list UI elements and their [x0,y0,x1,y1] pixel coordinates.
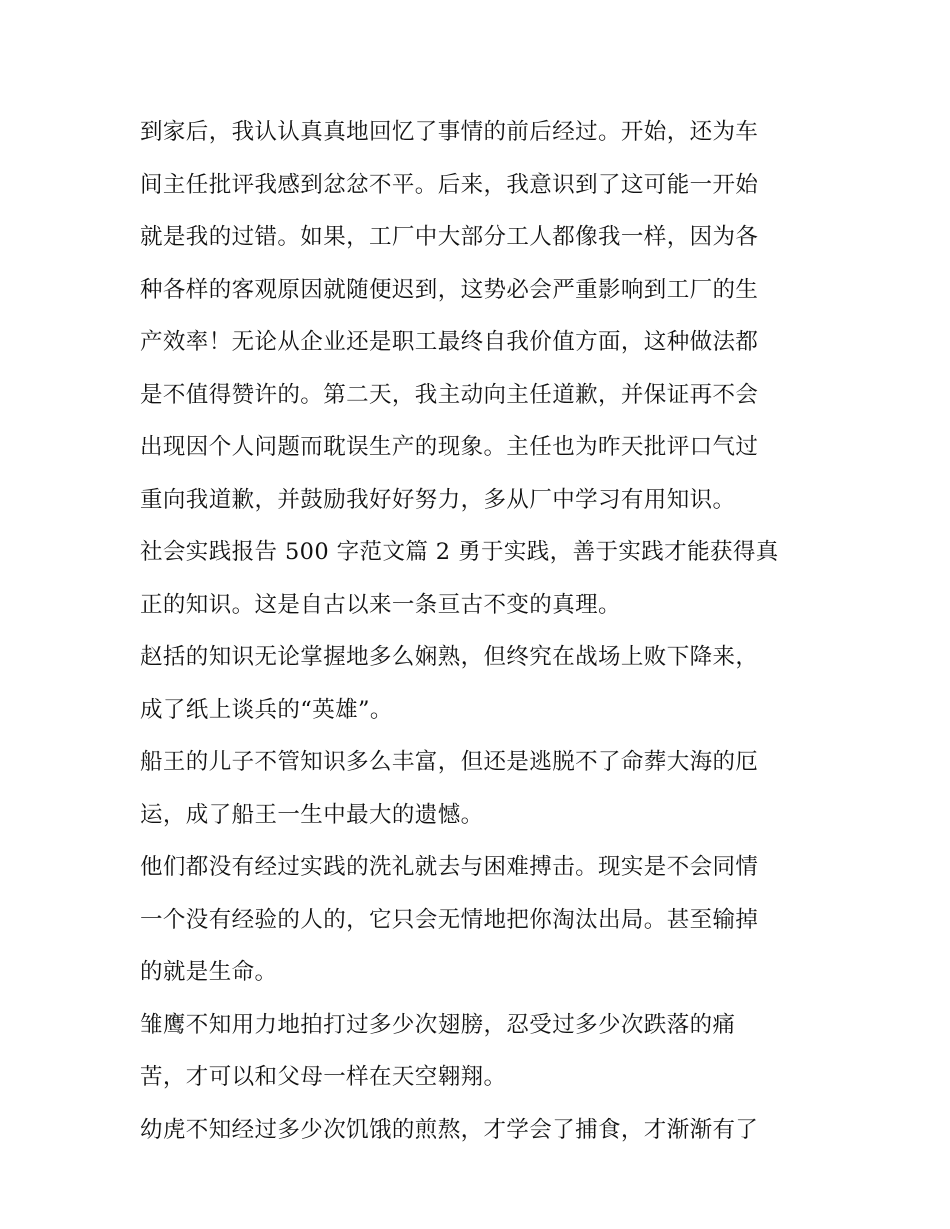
text-line: 种各样的客观原因就随便迟到，这势必会严重影响到工厂的生 [140,276,759,303]
text-line: 就是我的过错。如果，工厂中大部分工人都像我一样，因为各 [140,224,759,250]
document-body [140,106,812,1156]
paragraph-4 [140,736,812,841]
text-line: 出现因个人问题而耽误生产的现象。主任也为昨天批评口气过 [140,434,759,460]
paragraph-2 [140,526,812,631]
text-line: 他们都没有经过实践的洗礼就去与困难搏击。现实是不会同情 [140,854,759,880]
paragraph-5 [140,841,812,999]
text-line: 间主任批评我感到忿忿不平。后来，我意识到了这可能一开始 [140,171,759,198]
text-line: 成了纸上谈兵的“英雄”。 [140,696,393,723]
text-line: 运，成了船王一生中最大的遗憾。 [140,801,484,828]
text-line: 赵括的知识无论掌握地多么娴熟，但终究在战场上败下降来， [140,644,759,670]
text-line: 船王的儿子不管知识多么丰富，但还是逃脱不了命葬大海的厄 [140,749,759,775]
text-line: 的就是生命。 [140,959,278,985]
text-line: 产效率！无论从企业还是职工最终自我价值方面，这种做法都 [140,329,759,355]
text-line: 苦，才可以和父母一样在天空翱翔。 [140,1064,507,1090]
paragraph-3 [140,631,812,736]
paragraph-7 [140,1104,812,1157]
paragraph-1 [140,106,812,526]
text-line: 幼虎不知经过多少次饥饿的煎熬，才学会了捕食，才渐渐有了 [140,1116,759,1143]
text-line: 雏鹰不知用力地拍打过多少次翅膀，忍受过多少次跌落的痛 [140,1011,736,1038]
text-line: 到家后，我认认真真地回忆了事情的前后经过。开始，还为车 [140,119,759,145]
text-line: 社会实践报告 500 字范文篇 2 勇于实践，善于实践才能获得真 [140,539,779,565]
text-line: 正的知识。这是自古以来一条亘古不变的真理。 [140,591,621,618]
paragraph-6 [140,999,812,1104]
text-line: 是不值得赞许的。第二天，我主动向主任道歉，并保证再不会 [140,381,759,408]
text-line: 一个没有经验的人的，它只会无情地把你淘汰出局。甚至输掉 [140,906,759,933]
text-line: 重向我道歉，并鼓励我好好努力，多从厂中学习有用知识。 [140,486,736,513]
